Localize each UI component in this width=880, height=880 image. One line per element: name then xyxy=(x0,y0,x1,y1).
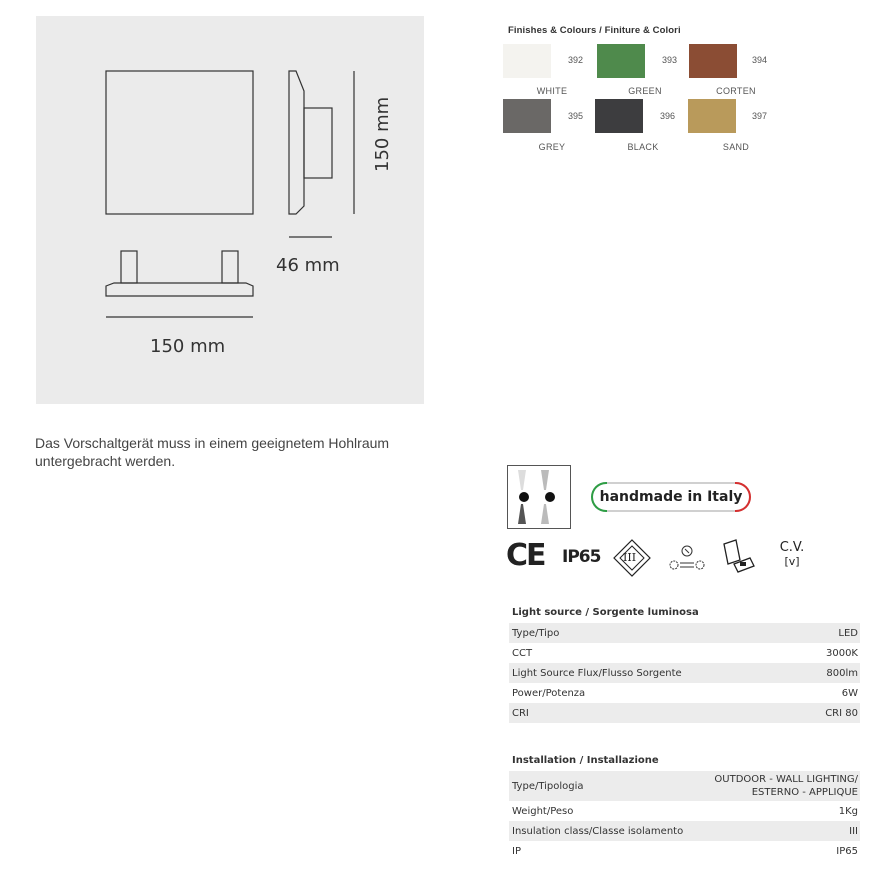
swatch-sand xyxy=(688,99,736,133)
row-label: Light Source Flux/Flusso Sorgente xyxy=(512,667,682,679)
table-row xyxy=(509,841,860,861)
swatch-white xyxy=(503,44,551,78)
swatch-name: GREEN xyxy=(628,86,662,96)
handmade-in-italy-badge: handmade in Italy xyxy=(591,482,751,512)
light-source-rows xyxy=(509,623,860,723)
table-row xyxy=(509,821,860,841)
row-label: Type/Tipologia xyxy=(512,780,584,792)
row-label: Weight/Peso xyxy=(512,805,574,817)
swatch-green xyxy=(597,44,645,78)
width-label: 150 mm xyxy=(150,336,226,357)
swatch-name: CORTEN xyxy=(716,86,756,96)
swatch-grey xyxy=(503,99,551,133)
row-label: Insulation class/Classe isolamento xyxy=(512,825,684,837)
installation-note: Das Vorschaltgerät muss in einem geeignetem Hohlraum untergebracht werden. xyxy=(35,435,390,469)
swatch-code: 392 xyxy=(568,55,584,65)
side-view-plate xyxy=(289,71,304,214)
installation-title: Installation / Installazione xyxy=(512,755,659,766)
class-iii-icon xyxy=(612,538,652,582)
dimmable-icon xyxy=(666,543,708,577)
row-value: CRI 80 xyxy=(825,707,858,719)
ip65-mark: IP65 xyxy=(562,547,601,567)
cv-top: C.V. xyxy=(779,540,805,555)
swatch-name: BLACK xyxy=(627,142,659,152)
table-row xyxy=(509,703,860,723)
swatch-corten xyxy=(689,44,737,78)
row-value: 800lm xyxy=(826,667,858,679)
wall-mount-icon xyxy=(720,538,756,578)
top-view-plate xyxy=(106,283,253,296)
row-value xyxy=(714,773,858,799)
technical-drawing xyxy=(36,16,424,404)
row-value: 1Kg xyxy=(838,805,858,817)
class-iii-label: III xyxy=(623,551,637,564)
row-label: CCT xyxy=(512,647,533,659)
row-value-line2: ESTERNO - APPLIQUE xyxy=(751,787,858,798)
swatch-name: SAND xyxy=(722,142,750,152)
swatch-code: 396 xyxy=(660,111,676,121)
cv-mark xyxy=(779,541,805,569)
finishes-title: Finishes & Colours / Finiture & Colori xyxy=(508,25,681,36)
light-source-title: Light source / Sorgente luminosa xyxy=(512,607,699,618)
row-label: CRI xyxy=(512,707,529,719)
row-value: LED xyxy=(838,627,858,639)
cv-bottom: [v] xyxy=(784,555,800,568)
row-value: IP65 xyxy=(836,845,858,857)
table-row xyxy=(509,643,860,663)
swatch-name: WHITE xyxy=(536,86,568,96)
up-down-light-icon xyxy=(507,465,571,529)
swatch-code: 395 xyxy=(568,111,584,121)
table-row xyxy=(509,663,860,683)
depth-label: 46 mm xyxy=(276,255,340,276)
table-row xyxy=(509,683,860,703)
drawing-svg xyxy=(36,16,424,404)
installation-rows xyxy=(509,771,860,861)
front-view xyxy=(106,71,253,214)
row-value: 6W xyxy=(841,687,858,699)
row-label: IP xyxy=(512,845,521,857)
top-view-post-left xyxy=(121,251,137,283)
height-label: 150 mm xyxy=(372,96,393,172)
row-label: Power/Potenza xyxy=(512,687,586,699)
light-source-table xyxy=(509,603,860,723)
swatch-black xyxy=(595,99,643,133)
swatch-code: 397 xyxy=(752,111,768,121)
table-row xyxy=(509,623,860,643)
side-view-box xyxy=(304,108,332,178)
swatch-code: 394 xyxy=(752,55,768,65)
ce-mark: CE xyxy=(506,538,545,573)
top-view-post-right xyxy=(222,251,238,283)
table-row xyxy=(509,771,860,801)
installation-table xyxy=(509,751,860,861)
row-value-line1: OUTDOOR - WALL LIGHTING/ xyxy=(714,774,858,785)
row-value: III xyxy=(849,825,858,837)
row-value: 3000K xyxy=(825,647,858,659)
row-label: Type/Tipo xyxy=(512,627,560,639)
swatch-name: GREY xyxy=(538,142,566,152)
table-row xyxy=(509,801,860,821)
swatch-code: 393 xyxy=(662,55,678,65)
